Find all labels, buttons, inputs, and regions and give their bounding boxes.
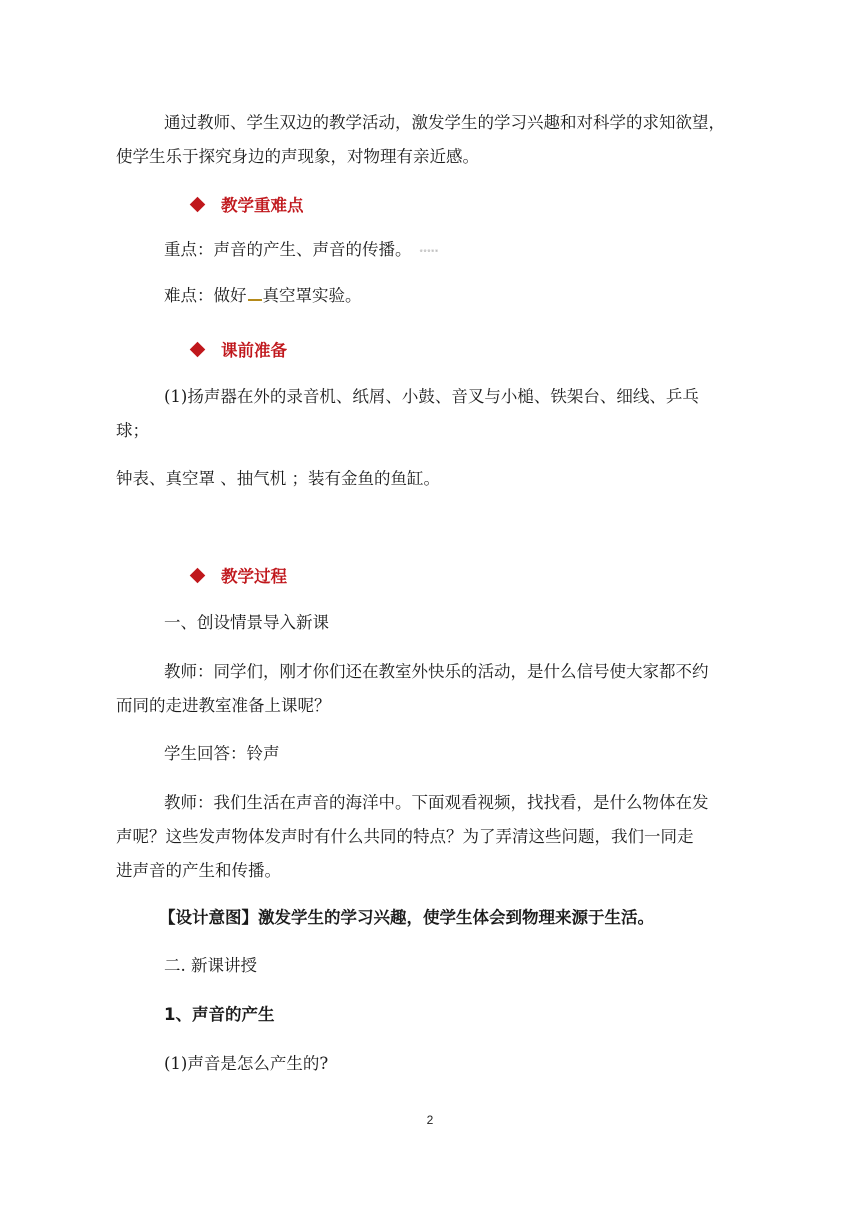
difficult-point-line: [164, 285, 362, 307]
key-point-text: 重点：声音的产生、声音的传播。: [164, 240, 412, 259]
question-line: (1)声音是怎么产生的?: [164, 1054, 329, 1073]
paragraph-objective-line1: 通过教师、学生双边的教学活动，激发学生的学习兴趣和对科学的求知欲望，: [164, 113, 725, 132]
teacher-dialog2-line2: 声呢？这些发声物体发声时有什么共同的特点？为了弄清这些问题，我们一同走: [116, 827, 694, 846]
diamond-bullet-icon: [190, 342, 206, 358]
paragraph-objective-line2: 使学生乐于探究身边的声现象，对物理有亲近感。: [116, 147, 479, 166]
subsection-heading: 1、声音的产生: [164, 1005, 275, 1024]
diamond-bullet-icon: [190, 568, 206, 584]
page-number: 2: [426, 1113, 434, 1127]
step1-heading: 一、创设情景导入新课: [164, 613, 329, 632]
section-heading-process: [192, 566, 287, 588]
prep-item1-line2: 球；: [116, 421, 149, 440]
tiny-mark: ※※※※※: [419, 247, 439, 253]
teacher-dialog1-line1: 教师：同学们，刚才你们还在教室外快乐的活动，是什么信号使大家都不约: [164, 662, 709, 681]
section-heading-label: 教学过程: [221, 567, 287, 586]
student-answer: 学生回答：铃声: [164, 744, 280, 763]
key-point-line: [164, 239, 439, 262]
design-intent: 【设计意图】激发学生的学习兴趣，使学生体会到物理来源于生活。: [159, 908, 654, 927]
diamond-bullet-icon: [190, 197, 206, 213]
difficult-suffix: 真空罩实验。: [262, 286, 362, 305]
teacher-dialog1-line2: 而同的走进教室准备上课呢？: [116, 696, 331, 715]
section-heading-label: 课前准备: [221, 341, 287, 360]
step2-heading: 二. 新课讲授: [164, 956, 257, 975]
teacher-dialog2-line1: 教师：我们生活在声音的海洋中。下面观看视频，找找看，是什么物体在发: [164, 793, 709, 812]
section-heading-preparation: [192, 340, 287, 362]
section-heading-label: 教学重难点: [221, 196, 304, 215]
section-heading-key-points: [192, 195, 304, 217]
difficult-prefix: 难点：做好: [164, 286, 247, 305]
teacher-dialog2-line3: 进声音的产生和传播。: [116, 861, 281, 880]
prep-item1-line1: (1)扬声器在外的录音机、纸屑、小鼓、音叉与小槌、铁架台、细线、乒乓: [164, 387, 699, 406]
prep-item2: 钟表、真空罩 、抽气机 ；装有金鱼的鱼缸。: [116, 469, 440, 488]
underline-blank: [248, 285, 262, 301]
